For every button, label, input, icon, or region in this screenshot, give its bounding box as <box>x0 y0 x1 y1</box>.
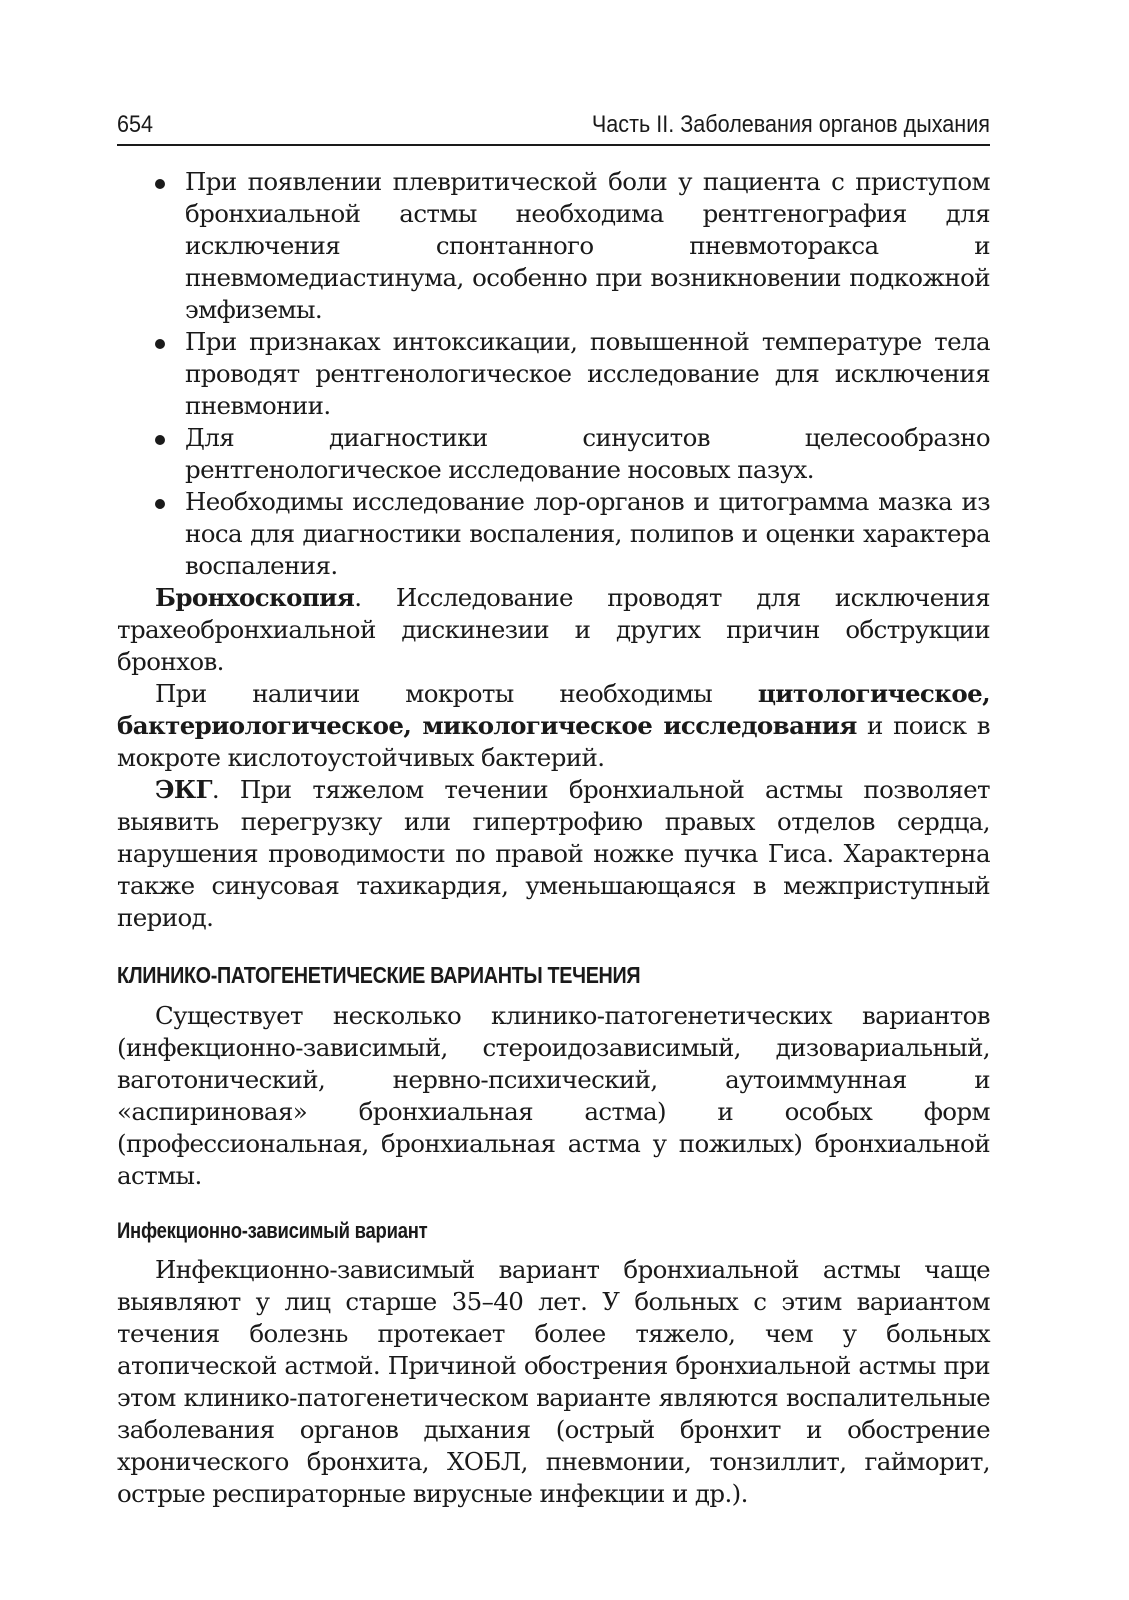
bullet-icon <box>155 435 165 445</box>
bronchoscopy-paragraph <box>117 582 990 678</box>
bronchoscopy-text: . Исследование проводят для исключения трахеобронхиальной дискинезии и других причин обструкции бронхов. <box>117 583 990 676</box>
bullet-icon <box>155 499 165 509</box>
sputum-text-before: При наличии мокроты необходимы <box>155 679 758 708</box>
list-item <box>117 326 990 422</box>
list-item-text: Необходимы исследование лор-органов и цитограмма мазка из носа для диагностики воспаления, полипов и оценки характера воспаления. <box>185 487 990 580</box>
list-item-text: Для диагностики синуситов целесообразно рентгенологическое исследование носовых пазух. <box>185 423 990 484</box>
sputum-text-after: и поиск в мокроте кислотоустойчивых бактерий. <box>117 711 990 772</box>
bullet-icon <box>155 179 165 189</box>
ecg-term: ЭКГ <box>155 775 212 804</box>
bullet-icon <box>155 339 165 349</box>
ecg-paragraph <box>117 774 990 934</box>
sputum-tests-emphasis: цитологическое, бактериологическое, микологическое исследования <box>117 679 990 740</box>
bronchoscopy-term: Бронхоскопия <box>155 583 355 612</box>
running-head <box>117 108 990 146</box>
list-item-text: При появлении плевритической боли у пациента с приступом бронхиальной астмы необходима рентгенография для исключения спонтанного пневмоторакса и пневмомедиастинума, особенно при возникновении подкожной эмфиземы. <box>185 167 990 324</box>
page-body <box>117 166 990 1510</box>
sputum-paragraph <box>117 678 990 774</box>
ecg-text: . При тяжелом течении бронхиальной астмы позволяет выявить перегрузку или гипертрофию правых отделов сердца, нарушения проводимости по правой ножке пучка Гиса. Характерна также синусовая тахикардия, уменьшающаяся в межприступный период. <box>117 775 990 932</box>
list-item <box>117 166 990 326</box>
bullet-list <box>117 166 990 582</box>
list-item <box>117 422 990 486</box>
list-item <box>117 486 990 582</box>
chapter-title: Часть II. Заболевания органов дыхания <box>591 111 990 138</box>
section-paragraph: Существует несколько клинико-патогенетических вариантов (инфекционно-зависимый, стероидозависимый, дизовариальный, ваготонический, нервно-психический, аутоиммунная и «аспириновая» бронхиальная астма) и особых форм (профессиональная, бронхиальная астма у пожилых) бронхиальной астмы. <box>117 1001 990 1190</box>
subsection-heading: Инфекционно-зависимый вариант <box>117 1218 428 1243</box>
subsection-paragraph: Инфекционно-зависимый вариант бронхиальной астмы чаще выявляют у лиц старше 35–40 лет. У больных с этим вариантом течения болезнь протекает более тяжело, чем у больных атопической астмой. Причиной обострения бронхиальной астмы при этом клинико-патогенетическом варианте являются воспалительные заболевания органов дыхания (острый бронхит и обострение хронического бронхита, ХОБЛ, пневмонии, тонзиллит, гайморит, острые респираторные вирусные инфекции и др.). <box>117 1255 990 1508</box>
list-item-text: При признаках интоксикации, повышенной температуре тела проводят рентгенологическое исследование для исключения пневмонии. <box>185 327 990 420</box>
page-number: 654 <box>117 111 154 138</box>
section-heading: КЛИНИКО-ПАТОГЕНЕТИЧЕСКИЕ ВАРИАНТЫ ТЕЧЕНИЯ <box>117 962 641 988</box>
